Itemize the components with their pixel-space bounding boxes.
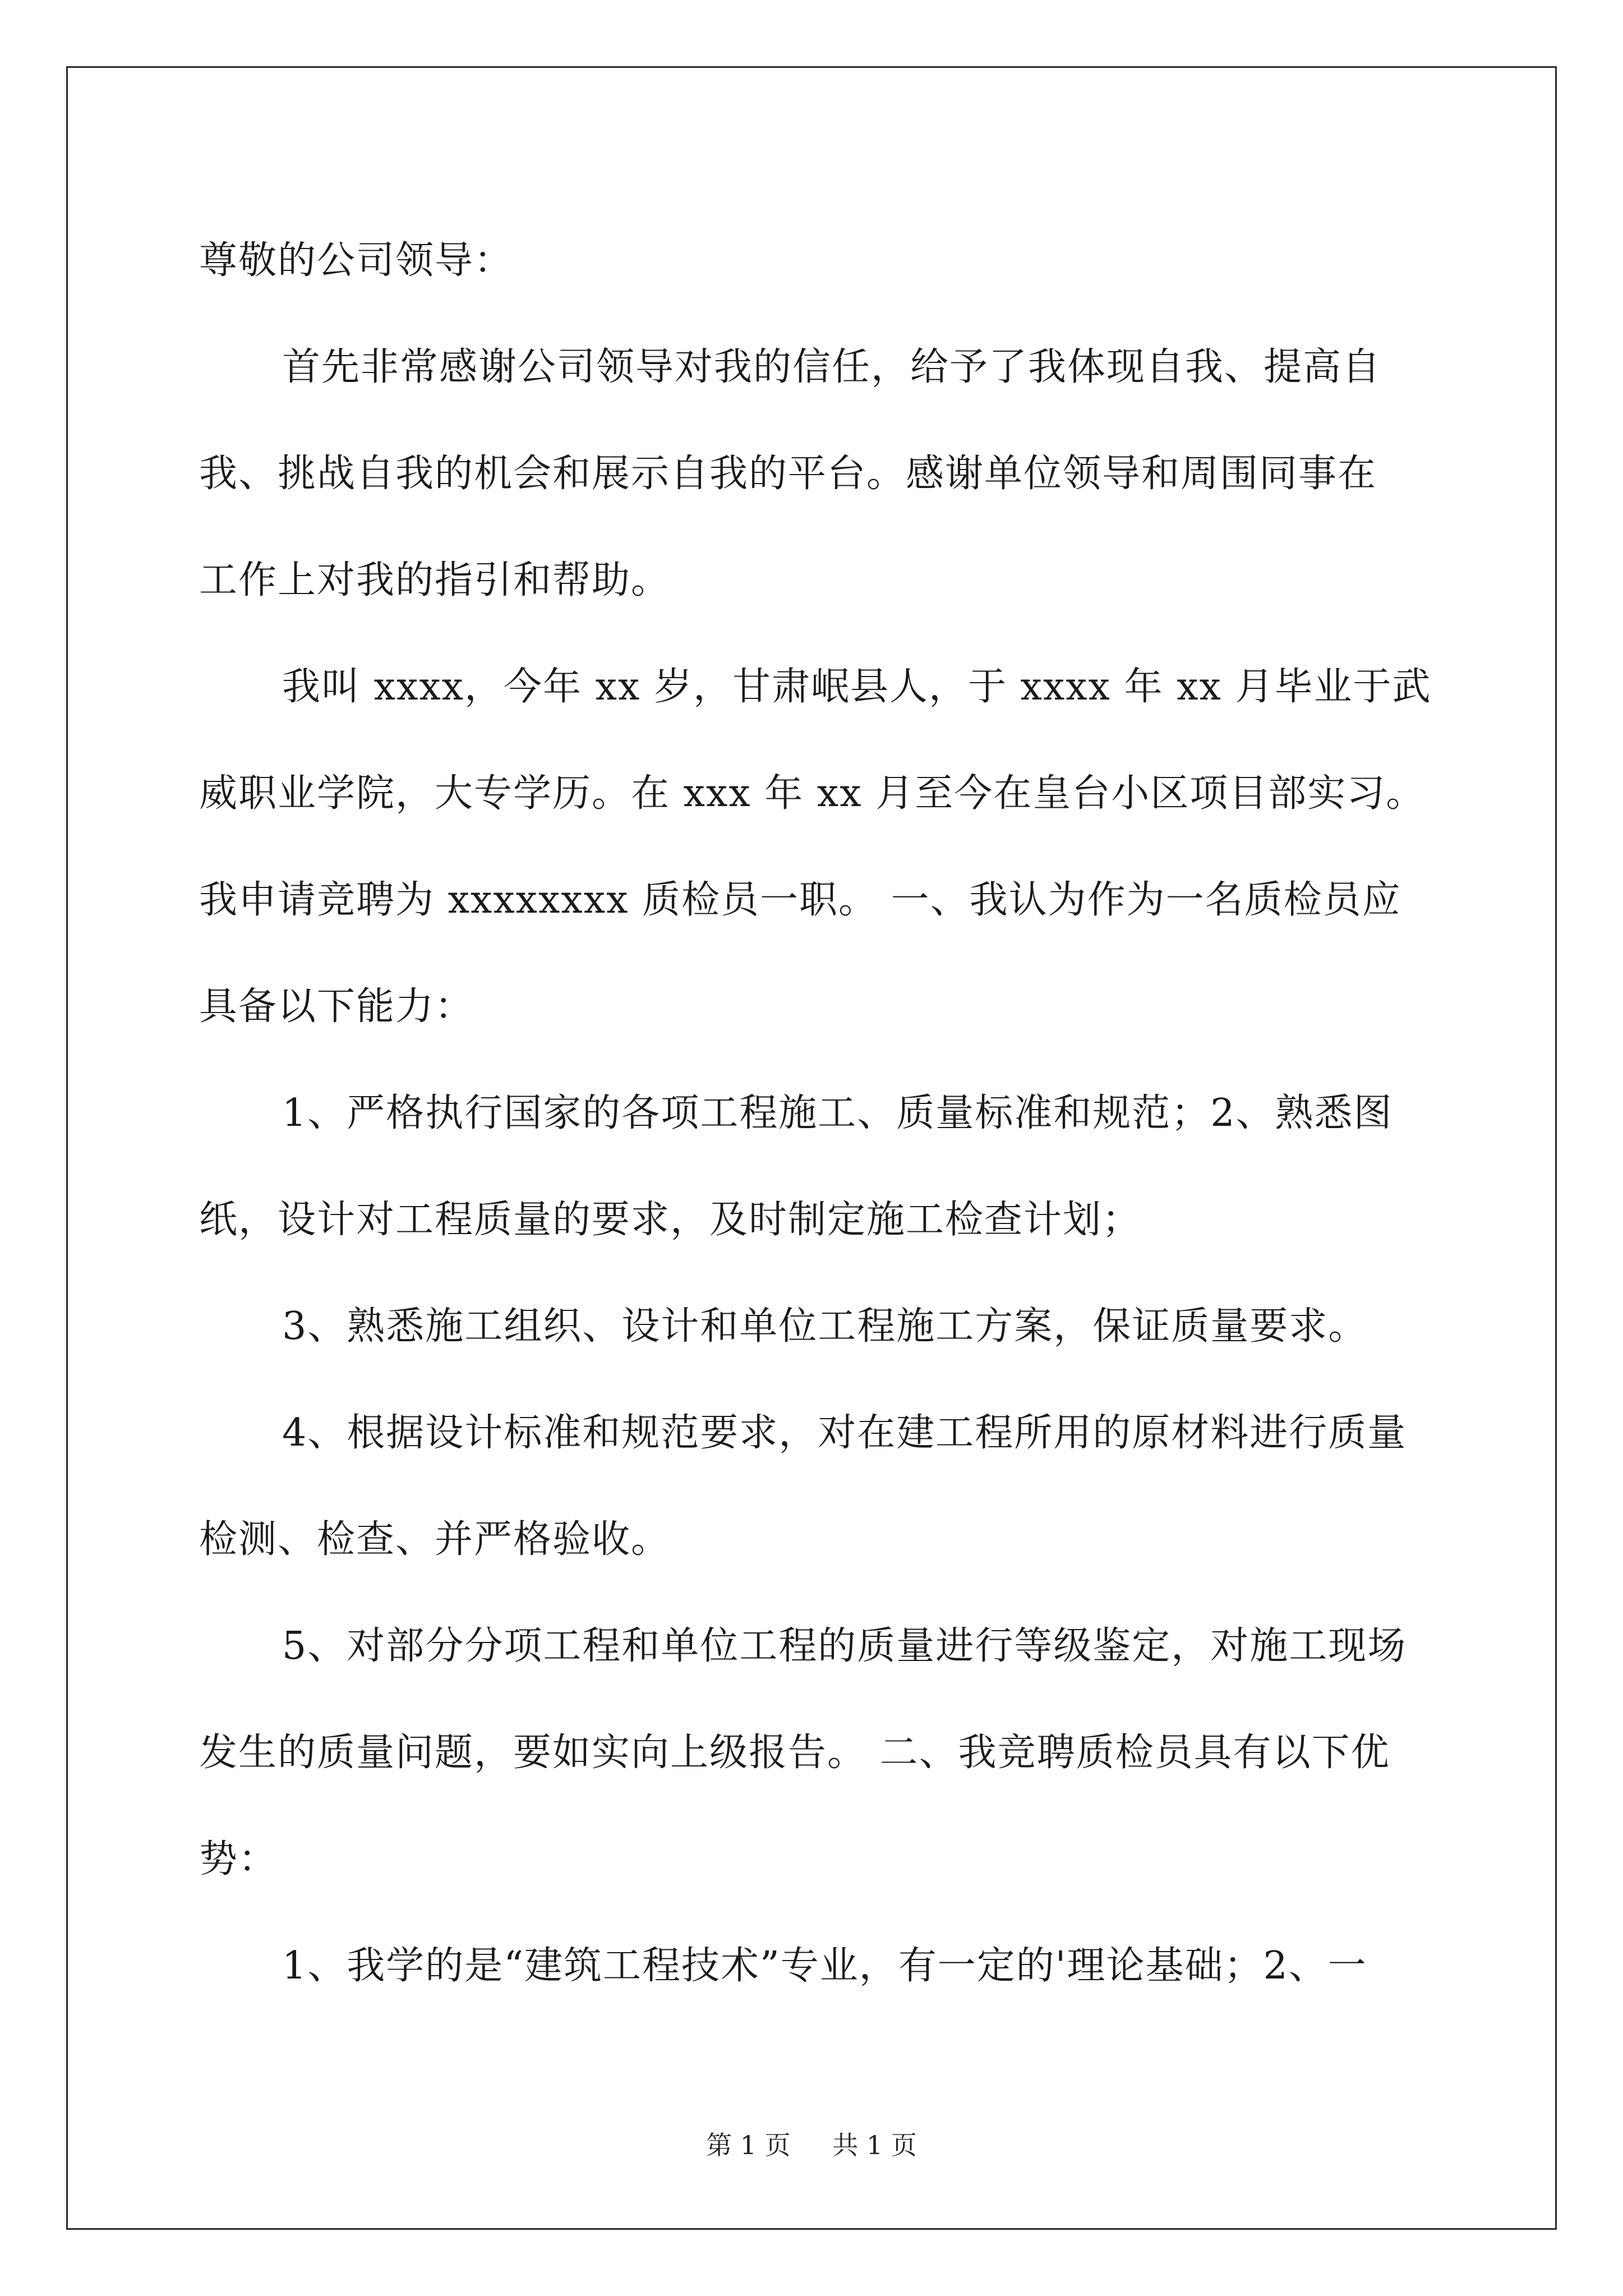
paragraph-line: 发生的质量问题，要如实向上级报告。 二、我竞聘质检员具有以下优 [199, 1731, 1390, 1775]
paragraph-line: 势： [199, 1837, 278, 1881]
paragraph-line: 首先非常感谢公司领导对我的信任，给予了我体现自我、提高自 [282, 345, 1382, 389]
page-footer [0, 2125, 1623, 2162]
paragraph-line: 4、根据设计标准和规范要求，对在建工程所用的原材料进行质量 [282, 1411, 1407, 1455]
paragraph-line: 具备以下能力： [199, 984, 474, 1029]
document-body [199, 208, 1433, 2019]
salutation-line: 尊敬的公司领导： [199, 238, 514, 283]
paragraph-line: 1、我学的是“建筑工程技术”专业，有一定的'理论基础；2、一 [282, 1944, 1367, 1988]
paragraph-line: 3、熟悉施工组织、设计和单位工程施工方案，保证质量要求。 [282, 1304, 1368, 1349]
paragraph-line: 纸，设计对工程质量的要求，及时制定施工检查计划； [199, 1198, 1142, 1242]
paragraph-line: 威职业学院，大专学历。在 xxx 年 xx 月至今在皇台小区项目部实习。 [199, 771, 1426, 816]
page-number: 第 1 页 [706, 2130, 791, 2160]
page-total: 共 1 页 [832, 2130, 917, 2160]
paragraph-line: 检测、检查、并严格验收。 [199, 1517, 671, 1562]
paragraph-line: 5、对部分分项工程和单位工程的质量进行等级鉴定，对施工现场 [282, 1624, 1407, 1668]
paragraph-line: 我、挑战自我的机会和展示自我的平台。感谢单位领导和周围同事在 [199, 452, 1377, 496]
paragraph-line: 我申请竞聘为 xxxxxxxx 质检员一职。 一、我认为作为一名质检员应 [199, 878, 1401, 922]
paragraph-line: 1、严格执行国家的各项工程施工、质量标准和规范；2、熟悉图 [282, 1091, 1393, 1135]
paragraph-line: 我叫 xxxx，今年 xx 岁，甘肃岷县人，于 xxxx 年 xx 月毕业于武 [282, 665, 1432, 709]
paragraph-line: 工作上对我的指引和帮助。 [199, 558, 671, 602]
